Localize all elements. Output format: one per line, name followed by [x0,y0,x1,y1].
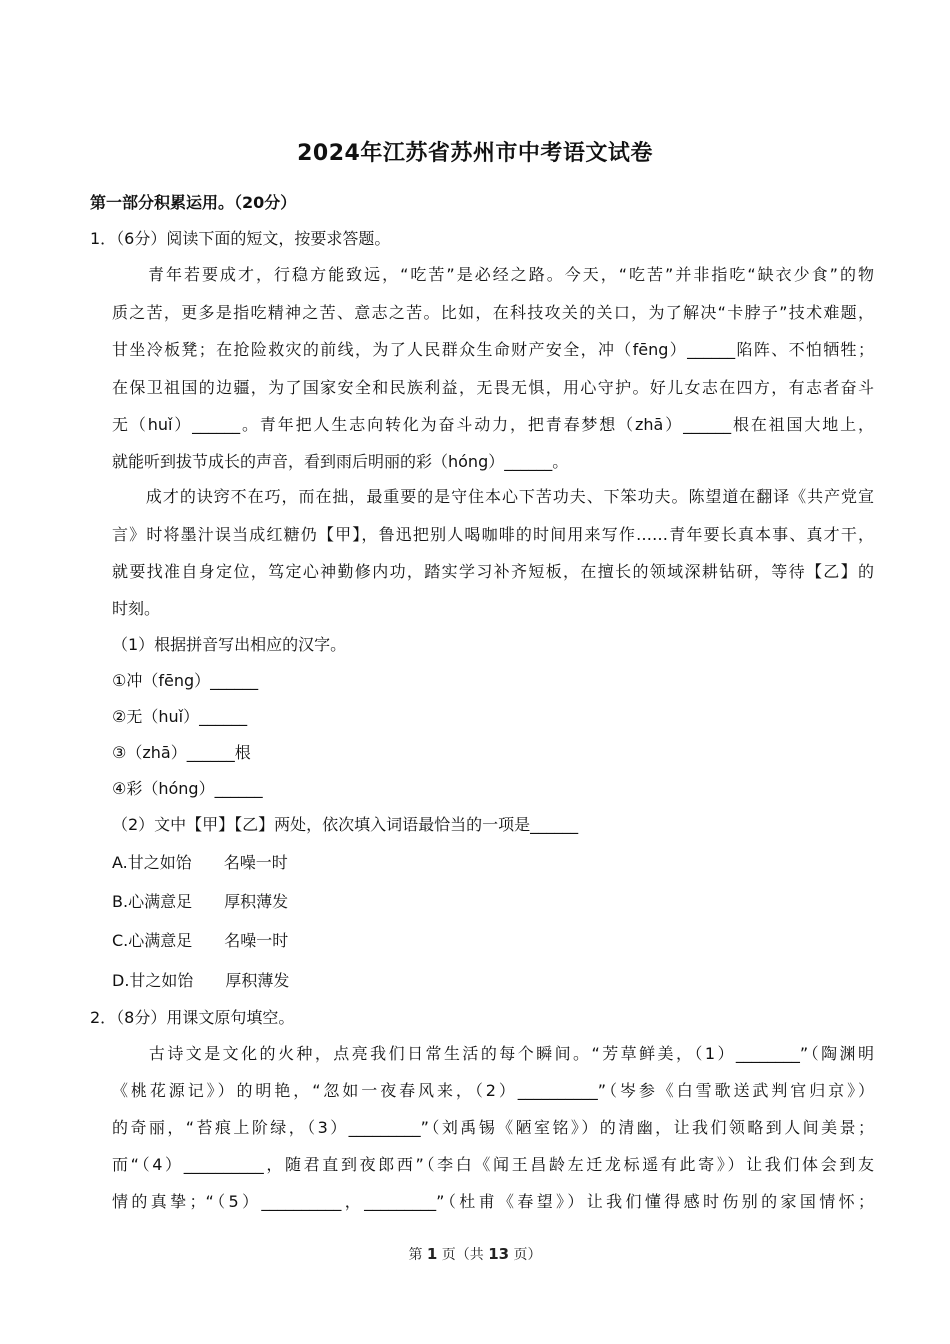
footer-prefix: 第 [408,1247,427,1263]
question-2-header: 2．（8分）用课文原句填空。 [90,1008,295,1027]
q1-subquestion-1: （1）根据拼音写出相应的汉字。 [112,635,347,654]
footer-mid: 页（共 [437,1247,489,1263]
q1-pinyin-item: ③（zhā）______根 [112,743,251,762]
q1-passage-line: 时刻。 [112,599,161,618]
q1-pinyin-item: ④彩（hóng）______ [112,779,263,798]
q1-passage-line: 就能听到拔节成长的声音，看到雨后明丽的彩（hóng）______。 [112,452,569,471]
q1-passage-line: 甘坐冷板凳；在抢险救灾的前线，为了人民群众生命财产安全，冲（fēng）______陷阵、不怕牺牲； [112,340,874,359]
q1-option: C.心满意足 名噪一时 [112,931,289,950]
q2-passage-line: 的奇丽，“苔痕上阶绿，（3）_________”（刘禹锡《陋室铭》）的清幽，让我们领略到人间美景； [112,1118,874,1137]
q1-subquestion-2: （2）文中【甲】【乙】两处，依次填入词语最恰当的一项是______ [112,815,579,834]
exam-title: 2024年江苏省苏州市中考语文试卷 [297,141,653,166]
q1-option: B.心满意足 厚积薄发 [112,892,289,911]
q2-passage-line: 《桃花源记》）的明艳，“忽如一夜春风来，（2）__________”（岑参《白雪歌送武判官归京》） [112,1081,874,1100]
total-page-count: 13 [488,1245,510,1263]
q1-pinyin-item: ①冲（fēng）______ [112,671,259,690]
q1-passage-line: 在保卫祖国的边疆，为了国家安全和民族利益，无畏无惧，用心守护。好儿女志在四方，有志者奋斗 [112,378,874,397]
q2-passage-line: 而“（4）__________，随君直到夜郎西”（李白《闻王昌龄左迁龙标遥有此寄》）让我们体会到友 [112,1155,874,1174]
q1-option: D.甘之如饴 厚积薄发 [112,971,290,990]
q1-pinyin-item: ②无（huǐ）______ [112,707,248,726]
q1-passage-line: 言》时将墨汁误当成红糖仍【甲】，鲁迅把别人喝咖啡的时间用来写作……青年要长真本事、真才干， [112,525,874,544]
q1-passage-line: 青年若要成才，行稳方能致远，“吃苦”是必经之路。今天，“吃苦”并非指吃“缺衣少食”的物 [112,265,874,284]
q1-option: A.甘之如饴 名噪一时 [112,853,288,872]
q1-passage-line: 质之苦，更多是指吃精神之苦、意志之苦。比如，在科技攻关的关口，为了解决“卡脖子”技术难题， [112,303,874,322]
question-1-header: 1．（6分）阅读下面的短文，按要求答题。 [90,229,391,248]
q1-passage-line: 无（huǐ）______。青年把人生志向转化为奋斗动力，把青春梦想（zhā）______根在祖国大地上， [112,415,874,434]
footer-suffix: 页） [509,1247,542,1263]
q2-passage-line: 情的真挚；“（5）__________，_________”（杜甫《春望》）让我们懂得感时伤别的家国情怀； [112,1192,874,1211]
current-page-number: 1 [426,1245,438,1263]
q1-passage-line: 成才的诀窍不在巧，而在拙，最重要的是守住本心下苦功夫、下笨功夫。陈望道在翻译《共产党宣 [112,487,874,506]
page-footer [0,1244,950,1264]
q2-passage-line: 古诗文是文化的火种，点亮我们日常生活的每个瞬间。“芳草鲜美，（1）________”（陶渊明 [112,1044,874,1063]
section-heading: 第一部分积累运用。（20分） [90,193,297,212]
q1-passage-line: 就要找准自身定位，笃定心神勤修内功，踏实学习补齐短板，在擅长的领域深耕钻研，等待【乙】的 [112,562,874,581]
